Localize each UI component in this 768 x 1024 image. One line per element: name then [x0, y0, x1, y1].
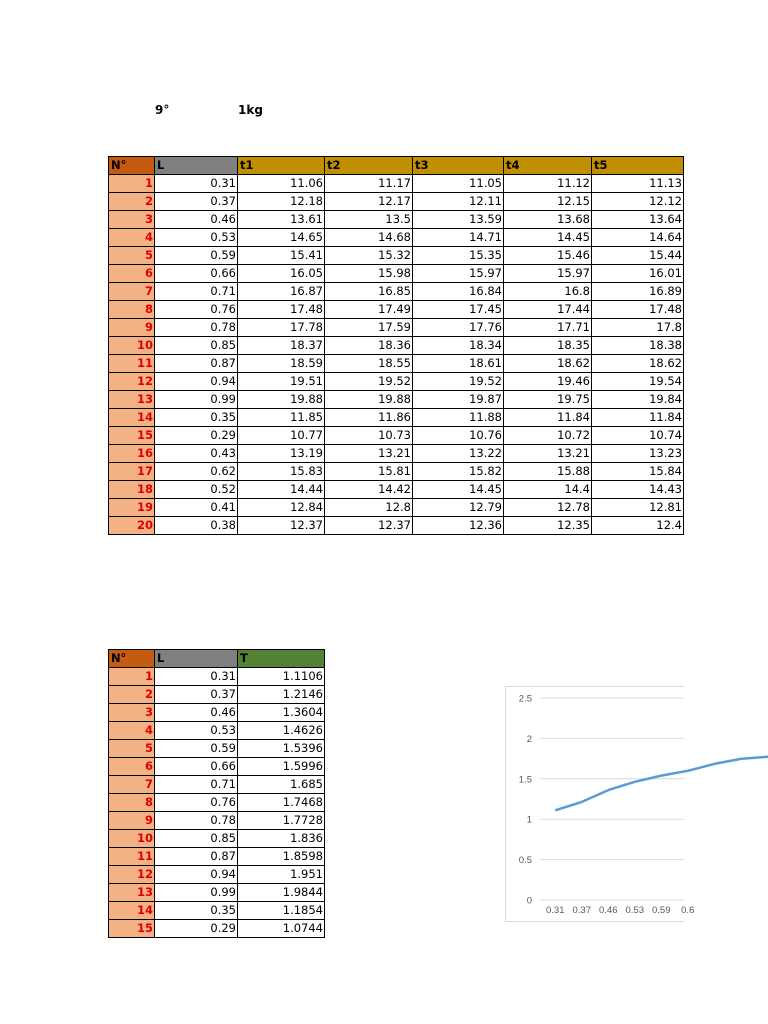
row-index-cell[interactable]: 13 — [109, 884, 155, 902]
data-cell[interactable]: 15.83 — [238, 463, 325, 481]
data-cell[interactable]: 19.88 — [325, 391, 413, 409]
row-index-cell[interactable]: 5 — [109, 247, 155, 265]
row-index-cell[interactable]: 14 — [109, 902, 155, 920]
table-row — [109, 283, 684, 301]
x-tick-label: 0.59 — [652, 905, 671, 916]
data-cell[interactable]: 0.29 — [155, 427, 238, 445]
data-cell[interactable]: 16.89 — [592, 283, 684, 301]
table-header-row — [109, 157, 684, 175]
data-cell[interactable]: 13.22 — [413, 445, 504, 463]
data-cell[interactable]: 0.37 — [155, 686, 238, 704]
data-cell[interactable]: 0.66 — [155, 265, 238, 283]
data-cell[interactable]: 19.75 — [504, 391, 592, 409]
data-cell[interactable]: 1.5396 — [238, 740, 325, 758]
table-row — [109, 758, 325, 776]
column-header-n[interactable]: N° — [109, 650, 155, 668]
data-cell[interactable]: 19.52 — [325, 373, 413, 391]
table-header-row — [109, 650, 325, 668]
data-cell[interactable]: 12.84 — [238, 499, 325, 517]
table-row — [109, 920, 325, 938]
data-cell[interactable]: 10.74 — [592, 427, 684, 445]
row-index-cell[interactable]: 8 — [109, 794, 155, 812]
row-index-cell[interactable]: 12 — [109, 866, 155, 884]
y-tick-label: 1 — [526, 814, 532, 826]
row-index-cell[interactable]: 10 — [109, 337, 155, 355]
chart-canvas — [506, 687, 695, 921]
data-cell[interactable]: 19.88 — [238, 391, 325, 409]
data-cell[interactable]: 15.32 — [325, 247, 413, 265]
data-cell[interactable]: 0.43 — [155, 445, 238, 463]
row-index-cell[interactable]: 2 — [109, 193, 155, 211]
row-index-cell[interactable]: 10 — [109, 830, 155, 848]
data-cell[interactable]: 0.29 — [155, 920, 238, 938]
data-cell[interactable]: 17.71 — [504, 319, 592, 337]
data-cell[interactable]: 15.82 — [413, 463, 504, 481]
data-cell[interactable]: 0.59 — [155, 247, 238, 265]
data-cell[interactable]: 14.71 — [413, 229, 504, 247]
data-cell[interactable]: 14.4 — [504, 481, 592, 499]
angle-label: 9° — [155, 103, 170, 117]
x-tick-label: 0.6 — [681, 905, 695, 916]
data-cell[interactable]: 18.62 — [592, 355, 684, 373]
data-cell[interactable]: 0.76 — [155, 794, 238, 812]
data-cell[interactable]: 16.05 — [238, 265, 325, 283]
row-index-cell[interactable]: 6 — [109, 758, 155, 776]
table-row — [109, 884, 325, 902]
data-cell[interactable]: 0.78 — [155, 319, 238, 337]
data-cell[interactable]: 16.85 — [325, 283, 413, 301]
data-cell[interactable]: 0.52 — [155, 481, 238, 499]
data-cell[interactable]: 1.836 — [238, 830, 325, 848]
data-cell[interactable]: 0.94 — [155, 373, 238, 391]
table-row — [109, 686, 325, 704]
row-index-cell[interactable]: 7 — [109, 776, 155, 794]
data-cell[interactable]: 14.44 — [238, 481, 325, 499]
data-cell[interactable]: 12.78 — [504, 499, 592, 517]
data-cell[interactable]: 10.76 — [413, 427, 504, 445]
data-cell[interactable]: 12.79 — [413, 499, 504, 517]
y-tick-label: 2.5 — [518, 693, 532, 705]
table-row — [109, 193, 684, 211]
data-cell[interactable]: 14.68 — [325, 229, 413, 247]
row-index-cell[interactable]: 18 — [109, 481, 155, 499]
period-table — [108, 649, 325, 938]
data-cell[interactable]: 12.4 — [592, 517, 684, 535]
data-cell[interactable]: 0.66 — [155, 758, 238, 776]
x-tick-label: 0.46 — [599, 905, 618, 916]
table-row — [109, 722, 325, 740]
data-cell[interactable]: 12.15 — [504, 193, 592, 211]
row-index-cell[interactable]: 15 — [109, 920, 155, 938]
data-cell[interactable]: 1.5996 — [238, 758, 325, 776]
data-cell[interactable]: 12.8 — [325, 499, 413, 517]
row-index-cell[interactable]: 2 — [109, 686, 155, 704]
data-cell[interactable]: 16.8 — [504, 283, 592, 301]
y-tick-label: 2 — [526, 733, 532, 745]
data-cell[interactable]: 13.61 — [238, 211, 325, 229]
row-index-cell[interactable]: 4 — [109, 229, 155, 247]
data-cell[interactable]: 11.84 — [504, 409, 592, 427]
data-cell[interactable]: 15.84 — [592, 463, 684, 481]
table-row — [109, 373, 684, 391]
data-cell[interactable]: 0.37 — [155, 193, 238, 211]
data-cell[interactable]: 17.45 — [413, 301, 504, 319]
data-cell[interactable]: 11.05 — [413, 175, 504, 193]
table-row — [109, 704, 325, 722]
data-cell[interactable]: 1.2146 — [238, 686, 325, 704]
timing-table — [108, 156, 684, 535]
table-row — [109, 902, 325, 920]
mass-label: 1kg — [238, 103, 263, 117]
row-index-cell[interactable]: 20 — [109, 517, 155, 535]
data-cell[interactable]: 15.44 — [592, 247, 684, 265]
table-row — [109, 481, 684, 499]
data-cell[interactable]: 1.0744 — [238, 920, 325, 938]
data-cell[interactable]: 1.3604 — [238, 704, 325, 722]
data-cell[interactable]: 0.62 — [155, 463, 238, 481]
table-row — [109, 265, 684, 283]
data-cell[interactable]: 12.81 — [592, 499, 684, 517]
data-cell[interactable]: 19.52 — [413, 373, 504, 391]
data-cell[interactable]: 12.17 — [325, 193, 413, 211]
x-tick-label: 0.53 — [625, 905, 644, 916]
data-cell[interactable]: 10.72 — [504, 427, 592, 445]
table-row — [109, 301, 684, 319]
table-row — [109, 499, 684, 517]
data-cell[interactable]: 1.4626 — [238, 722, 325, 740]
data-cell[interactable]: 1.7468 — [238, 794, 325, 812]
data-cell[interactable]: 1.9844 — [238, 884, 325, 902]
table-row — [109, 866, 325, 884]
table-row — [109, 740, 325, 758]
data-cell[interactable]: 15.41 — [238, 247, 325, 265]
row-index-cell[interactable]: 17 — [109, 463, 155, 481]
data-cell[interactable]: 0.46 — [155, 211, 238, 229]
column-header-period[interactable]: T — [238, 650, 325, 668]
y-tick-label: 0 — [526, 895, 532, 907]
row-index-cell[interactable]: 5 — [109, 740, 155, 758]
data-cell[interactable]: 0.46 — [155, 704, 238, 722]
data-cell[interactable]: 12.18 — [238, 193, 325, 211]
data-cell[interactable]: 15.97 — [413, 265, 504, 283]
x-tick-label: 0.37 — [572, 905, 591, 916]
data-cell[interactable]: 1.7728 — [238, 812, 325, 830]
data-cell[interactable]: 15.46 — [504, 247, 592, 265]
row-index-cell[interactable]: 4 — [109, 722, 155, 740]
column-header-n[interactable]: N° — [109, 157, 155, 175]
table-row — [109, 391, 684, 409]
data-cell[interactable]: 14.43 — [592, 481, 684, 499]
data-cell[interactable]: 17.76 — [413, 319, 504, 337]
data-cell[interactable]: 16.84 — [413, 283, 504, 301]
data-cell[interactable]: 14.64 — [592, 229, 684, 247]
column-header-l[interactable]: L — [155, 650, 238, 668]
data-cell[interactable]: 12.37 — [325, 517, 413, 535]
table-row — [109, 812, 325, 830]
data-cell[interactable]: 14.65 — [238, 229, 325, 247]
row-index-cell[interactable]: 3 — [109, 211, 155, 229]
table-row — [109, 337, 684, 355]
data-cell[interactable]: 13.19 — [238, 445, 325, 463]
data-cell[interactable]: 17.44 — [504, 301, 592, 319]
table-row — [109, 229, 684, 247]
data-cell[interactable]: 0.31 — [155, 175, 238, 193]
data-cell[interactable]: 18.34 — [413, 337, 504, 355]
data-cell[interactable]: 17.48 — [592, 301, 684, 319]
data-cell[interactable]: 18.61 — [413, 355, 504, 373]
y-tick-label: 1.5 — [518, 774, 532, 786]
data-cell[interactable]: 16.01 — [592, 265, 684, 283]
table-row — [109, 247, 684, 265]
data-cell[interactable]: 11.12 — [504, 175, 592, 193]
data-cell[interactable]: 0.76 — [155, 301, 238, 319]
data-cell[interactable]: 13.64 — [592, 211, 684, 229]
data-cell[interactable]: 14.42 — [325, 481, 413, 499]
row-index-cell[interactable]: 9 — [109, 812, 155, 830]
data-cell[interactable]: 11.13 — [592, 175, 684, 193]
data-cell[interactable]: 14.45 — [504, 229, 592, 247]
row-index-cell[interactable]: 9 — [109, 319, 155, 337]
data-cell[interactable]: 19.46 — [504, 373, 592, 391]
table-row — [109, 794, 325, 812]
data-cell[interactable]: 0.41 — [155, 499, 238, 517]
data-cell[interactable]: 12.37 — [238, 517, 325, 535]
data-cell[interactable]: 13.21 — [504, 445, 592, 463]
column-header-t2[interactable]: t2 — [325, 157, 413, 175]
row-index-cell[interactable]: 1 — [109, 668, 155, 686]
table-row — [109, 830, 325, 848]
data-cell[interactable]: 11.06 — [238, 175, 325, 193]
data-cell[interactable]: 11.85 — [238, 409, 325, 427]
data-cell[interactable]: 12.36 — [413, 517, 504, 535]
data-cell[interactable]: 17.49 — [325, 301, 413, 319]
column-header-t1[interactable]: t1 — [238, 157, 325, 175]
column-header-t5[interactable]: t5 — [592, 157, 684, 175]
data-cell[interactable]: 17.8 — [592, 319, 684, 337]
data-cell[interactable]: 0.94 — [155, 866, 238, 884]
data-cell[interactable]: 0.99 — [155, 391, 238, 409]
data-cell[interactable]: 0.71 — [155, 776, 238, 794]
table-row — [109, 427, 684, 445]
table-row — [109, 409, 684, 427]
data-cell[interactable]: 12.35 — [504, 517, 592, 535]
row-index-cell[interactable]: 11 — [109, 355, 155, 373]
row-index-cell[interactable]: 16 — [109, 445, 155, 463]
data-cell[interactable]: 12.11 — [413, 193, 504, 211]
table-row — [109, 776, 325, 794]
data-cell[interactable]: 0.35 — [155, 902, 238, 920]
data-cell[interactable]: 11.86 — [325, 409, 413, 427]
table-row — [109, 355, 684, 373]
row-index-cell[interactable]: 11 — [109, 848, 155, 866]
data-cell[interactable]: 18.59 — [238, 355, 325, 373]
data-cell[interactable]: 15.35 — [413, 247, 504, 265]
data-cell[interactable]: 1.951 — [238, 866, 325, 884]
row-index-cell[interactable]: 7 — [109, 283, 155, 301]
data-cell[interactable]: 15.97 — [504, 265, 592, 283]
data-cell[interactable]: 17.59 — [325, 319, 413, 337]
data-cell[interactable]: 19.84 — [592, 391, 684, 409]
table-row — [109, 517, 684, 535]
data-cell[interactable]: 18.35 — [504, 337, 592, 355]
row-index-cell[interactable]: 6 — [109, 265, 155, 283]
data-cell[interactable]: 0.53 — [155, 722, 238, 740]
data-cell[interactable]: 15.88 — [504, 463, 592, 481]
data-cell[interactable]: 13.59 — [413, 211, 504, 229]
row-index-cell[interactable]: 14 — [109, 409, 155, 427]
data-cell[interactable]: 18.55 — [325, 355, 413, 373]
data-cell[interactable]: 0.85 — [155, 830, 238, 848]
data-cell[interactable]: 0.31 — [155, 668, 238, 686]
table-row — [109, 668, 325, 686]
y-tick-label: 0.5 — [518, 855, 532, 867]
series-line[interactable] — [555, 740, 768, 811]
data-cell[interactable]: 1.1854 — [238, 902, 325, 920]
column-header-t3[interactable]: t3 — [413, 157, 504, 175]
data-cell[interactable]: 10.77 — [238, 427, 325, 445]
table-row — [109, 175, 684, 193]
data-cell[interactable]: 17.48 — [238, 301, 325, 319]
data-cell[interactable]: 0.35 — [155, 409, 238, 427]
data-cell[interactable]: 11.17 — [325, 175, 413, 193]
row-index-cell[interactable]: 19 — [109, 499, 155, 517]
data-cell[interactable]: 13.5 — [325, 211, 413, 229]
table-row — [109, 319, 684, 337]
row-index-cell[interactable]: 12 — [109, 373, 155, 391]
table-row — [109, 848, 325, 866]
row-index-cell[interactable]: 15 — [109, 427, 155, 445]
data-cell[interactable]: 11.84 — [592, 409, 684, 427]
data-cell[interactable]: 0.99 — [155, 884, 238, 902]
data-cell[interactable]: 18.62 — [504, 355, 592, 373]
table-row — [109, 445, 684, 463]
data-cell[interactable]: 1.685 — [238, 776, 325, 794]
data-cell[interactable]: 0.38 — [155, 517, 238, 535]
data-cell[interactable]: 0.87 — [155, 355, 238, 373]
data-cell[interactable]: 11.88 — [413, 409, 504, 427]
data-cell[interactable]: 18.37 — [238, 337, 325, 355]
data-cell[interactable]: 17.78 — [238, 319, 325, 337]
data-cell[interactable]: 18.38 — [592, 337, 684, 355]
data-cell[interactable]: 0.71 — [155, 283, 238, 301]
data-cell[interactable]: 15.98 — [325, 265, 413, 283]
data-cell[interactable]: 13.68 — [504, 211, 592, 229]
data-cell[interactable]: 12.12 — [592, 193, 684, 211]
data-cell[interactable]: 19.51 — [238, 373, 325, 391]
data-cell[interactable]: 0.85 — [155, 337, 238, 355]
data-cell[interactable]: 19.87 — [413, 391, 504, 409]
table-row — [109, 211, 684, 229]
data-cell[interactable]: 13.21 — [325, 445, 413, 463]
x-tick-label: 0.31 — [546, 905, 565, 916]
column-header-t4[interactable]: t4 — [504, 157, 592, 175]
data-cell[interactable]: 0.59 — [155, 740, 238, 758]
data-cell[interactable]: 0.53 — [155, 229, 238, 247]
data-cell[interactable]: 0.87 — [155, 848, 238, 866]
data-cell[interactable]: 15.81 — [325, 463, 413, 481]
row-index-cell[interactable]: 1 — [109, 175, 155, 193]
row-index-cell[interactable]: 8 — [109, 301, 155, 319]
data-cell[interactable]: 10.73 — [325, 427, 413, 445]
row-index-cell[interactable]: 13 — [109, 391, 155, 409]
data-cell[interactable]: 14.45 — [413, 481, 504, 499]
data-cell[interactable]: 1.1106 — [238, 668, 325, 686]
data-cell[interactable]: 16.87 — [238, 283, 325, 301]
data-cell[interactable]: 0.78 — [155, 812, 238, 830]
table-row — [109, 463, 684, 481]
data-cell[interactable]: 13.23 — [592, 445, 684, 463]
data-cell[interactable]: 19.54 — [592, 373, 684, 391]
row-index-cell[interactable]: 3 — [109, 704, 155, 722]
data-cell[interactable]: 1.8598 — [238, 848, 325, 866]
period-line-chart[interactable] — [505, 686, 695, 922]
column-header-l[interactable]: L — [155, 157, 238, 175]
data-cell[interactable]: 18.36 — [325, 337, 413, 355]
